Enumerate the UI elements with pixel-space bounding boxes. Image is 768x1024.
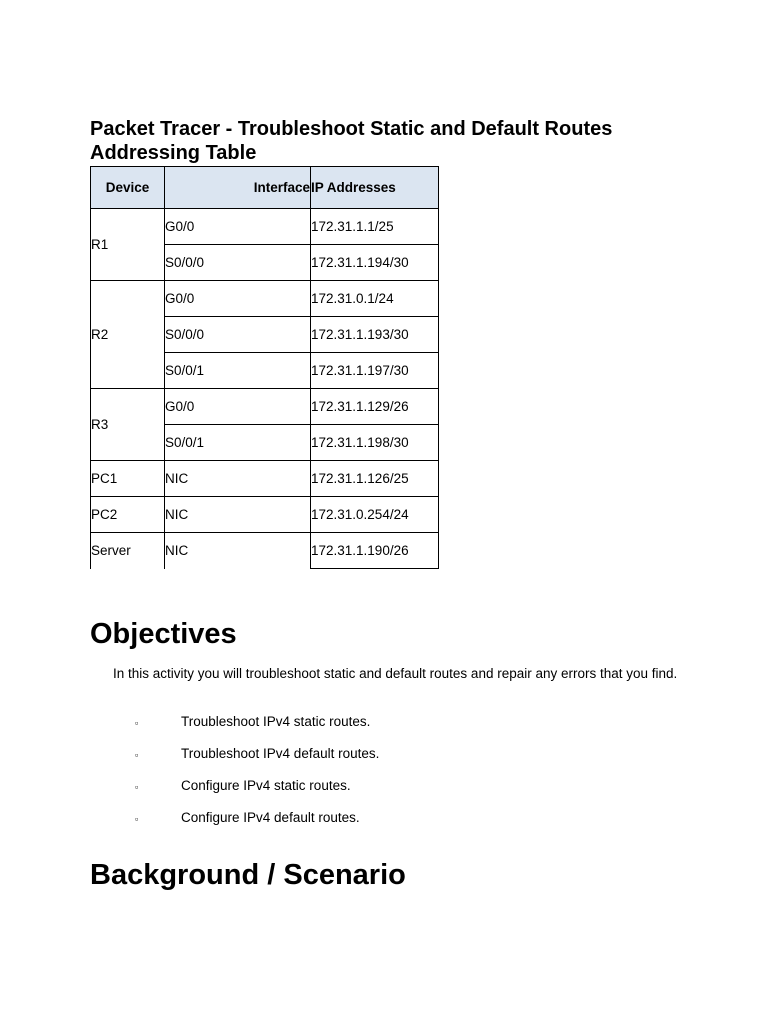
list-item (113, 809, 379, 841)
column-header-device: Device (91, 167, 165, 209)
device-cell: R3 (91, 389, 165, 461)
list-item (113, 713, 379, 745)
table-row (91, 209, 439, 245)
title-line: Packet Tracer - Troubleshoot Static and Default Routes (90, 118, 613, 140)
interface-cell: S0/0/1 (165, 425, 311, 461)
table-row (91, 389, 439, 425)
column-header-interface: Interface (165, 167, 311, 209)
document-title (90, 117, 612, 165)
objectives-heading: Objectives (90, 618, 237, 650)
interface-cell: G0/0 (165, 389, 311, 425)
list-item (113, 777, 379, 809)
interface-cell: NIC (165, 461, 311, 497)
table-row (91, 461, 439, 497)
list-item-text: Configure IPv4 default routes. (181, 810, 360, 825)
objectives-intro: In this activity you will troubleshoot static and default routes and repair any errors that you find. (113, 666, 678, 681)
interface-cell: G0/0 (165, 209, 311, 245)
ip-cell: 172.31.1.194/30 (311, 245, 439, 281)
ip-cell: 172.31.1.190/26 (311, 533, 439, 569)
objectives-list (113, 713, 379, 841)
ip-cell: 172.31.1.198/30 (311, 425, 439, 461)
column-header-ip: IP Addresses (311, 167, 439, 209)
interface-cell: S0/0/1 (165, 353, 311, 389)
device-cell: R2 (91, 281, 165, 389)
interface-cell: S0/0/0 (165, 245, 311, 281)
bullet-square-icon: ▫ (135, 750, 139, 760)
background-scenario-heading: Background / Scenario (90, 859, 406, 891)
list-item-text: Troubleshoot IPv4 default routes. (181, 746, 380, 761)
table-row (91, 497, 439, 533)
list-item-text: Troubleshoot IPv4 static routes. (181, 714, 371, 729)
interface-cell: NIC (165, 533, 311, 569)
interface-cell: G0/0 (165, 281, 311, 317)
table-row (91, 533, 439, 569)
list-item (113, 745, 379, 777)
ip-cell: 172.31.1.126/25 (311, 461, 439, 497)
bullet-square-icon: ▫ (135, 718, 139, 728)
device-cell: Server (91, 533, 165, 569)
addressing-table (90, 166, 439, 569)
device-cell: PC1 (91, 461, 165, 497)
ip-cell: 172.31.1.193/30 (311, 317, 439, 353)
ip-cell: 172.31.1.197/30 (311, 353, 439, 389)
bullet-square-icon: ▫ (135, 814, 139, 824)
device-cell: R1 (91, 209, 165, 281)
bullet-square-icon: ▫ (135, 782, 139, 792)
table-header-row (91, 167, 439, 209)
table-row (91, 281, 439, 317)
ip-cell: 172.31.1.129/26 (311, 389, 439, 425)
interface-cell: S0/0/0 (165, 317, 311, 353)
interface-cell: NIC (165, 497, 311, 533)
list-item-text: Configure IPv4 static routes. (181, 778, 351, 793)
ip-cell: 172.31.0.254/24 (311, 497, 439, 533)
addressing-table-heading: Addressing Table (90, 142, 257, 164)
ip-cell: 172.31.1.1/25 (311, 209, 439, 245)
ip-cell: 172.31.0.1/24 (311, 281, 439, 317)
device-cell: PC2 (91, 497, 165, 533)
